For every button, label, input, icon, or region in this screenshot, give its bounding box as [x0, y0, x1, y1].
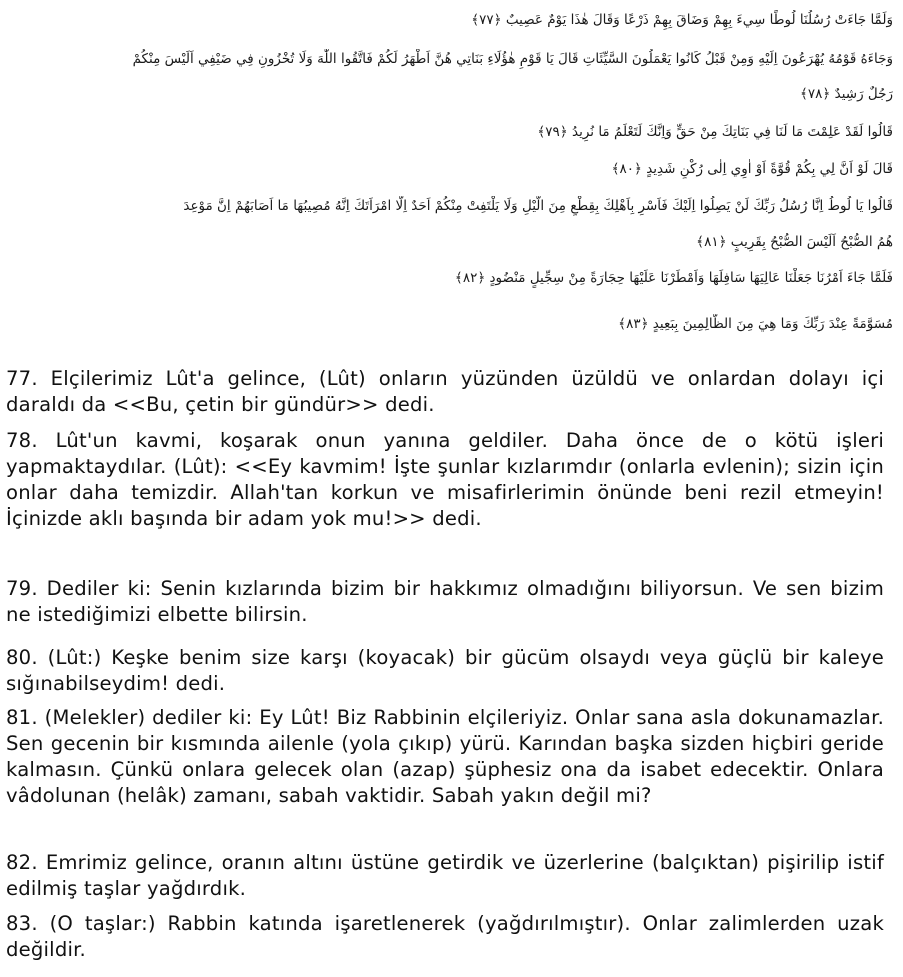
- arabic-line: وَجَاءَهُ قَوْمُهُ يُهْرَعُونَ اِلَيْهِ وَمِنْ قَبْلُ كَانُوا يَعْمَلُونَ السَّيِّئَاتِ قَالَ يَا قَوْمِ هٰؤُلَاءِ بَنَاتِي هُنَّ اَطْهَرُ لَكُمْ فَاتَّقُوا اللّٰهَ وَلَا تُخْزُونِ فِي ضَيْفِي اَلَيْسَ مِنْكُمْ: [132, 51, 893, 67]
- translation-text: 78. Lût'un kavmi, koşarak onun yanına geldiler. Daha önce de o kötü işleri yapmaktaydılar. (Lût): <<Ey kavmim! İşte şunlar kızlarımdır (onlarla evlenin); sizin için onlar daha temizdir. Allah'tan korkun ve misafirlerimin önünde beni rezil etmeyin! İçinizde aklı başında bir adam yok mu!>> dedi.: [6, 429, 884, 530]
- arabic-line: فَلَمَّا جَاءَ اَمْرُنَا جَعَلْنَا عَالِيَهَا سَافِلَهَا وَاَمْطَرْنَا عَلَيْهَا حِجَارَةً مِنْ سِجِّيلٍ مَنْضُودٍ ﴿٨٢﴾: [454, 270, 893, 286]
- translation-verse-81: [6, 705, 884, 809]
- translation-text: 80. (Lût:) Keşke benim size karşı (koyacak) bir gücüm olsaydı veya güçlü bir kaleye sığınabilseydim! dedi.: [6, 646, 884, 695]
- translation-verse-82: [6, 850, 884, 902]
- translation-text: 83. (O taşlar:) Rabbin katında işaretlenerek (yağdırılmıştır). Onlar zalimlerden uzak değildir.: [6, 912, 884, 961]
- arabic-line: هُمُ الصُّبْحُ اَلَيْسَ الصُّبْحُ بِقَرِيبٍ ﴿٨١﴾: [696, 234, 893, 250]
- arabic-line: قَالُوا يَا لُوطُ اِنَّا رُسُلُ رَبِّكَ لَنْ يَصِلُوا اِلَيْكَ فَاَسْرِ بِاَهْلِكَ بِقِطْعٍ مِنَ الَّيْلِ وَلَا يَلْتَفِتْ مِنْكُمْ اَحَدٌ اِلَّا امْرَاَتَكَ اِنَّهُ مُصِيبُهَا مَا اَصَابَهُمْ اِنَّ مَوْعِدَ: [183, 198, 893, 214]
- translation-text: 82. Emrimiz gelince, oranın altını üstüne getirdik ve üzerlerine (balçıktan) pişirilip istif edilmiş taşlar yağdırdık.: [6, 851, 884, 900]
- translation-verse-83: [6, 911, 884, 963]
- translation-text: 79. Dediler ki: Senin kızlarında bizim bir hakkımız olmadığını biliyorsun. Ve sen bizim ne istediğimizi elbette bilirsin.: [6, 577, 884, 626]
- translation-verse-77: [6, 366, 884, 418]
- translation-text: 77. Elçilerimiz Lût'a gelince, (Lût) onların yüzünden üzüldü ve onlardan dolayı içi daraldı da <<Bu, çetin bir gündür>> dedi.: [6, 367, 884, 416]
- arabic-line: مُسَوَّمَةً عِنْدَ رَبِّكَ وَمَا هِيَ مِنَ الظَّالِمِينَ بِبَعِيدٍ ﴿٨٣﴾: [618, 316, 893, 332]
- arabic-verses-block: [0, 0, 903, 350]
- translation-verse-80: [6, 645, 884, 697]
- translation-verse-78: [6, 428, 884, 532]
- arabic-line: وَلَمَّا جَاءَتْ رُسُلُنَا لُوطًا سِيءَ بِهِمْ وَضَاقَ بِهِمْ ذَرْعًا وَقَالَ هٰذَا يَوْمٌ عَصِيبٌ ﴿٧٧﴾: [471, 12, 893, 28]
- translation-text: 81. (Melekler) dediler ki: Ey Lût! Biz Rabbinin elçileriyiz. Onlar sana asla dokunamazlar. Sen gecenin bir kısmında ailenle (yola çıkıp) yürü. Karından başka sizden hiçbiri geride kalmasın. Çünkü onlara gelecek olan (azap) şüphesiz ona da isabet edecektir. Onlara vâdolunan (helâk) zamanı, sabah vaktidir. Sabah yakın değil mi?: [6, 706, 884, 807]
- arabic-line: رَجُلٌ رَشِيدٌ ﴿٧٨﴾: [799, 86, 893, 102]
- arabic-line: قَالَ لَوْ اَنَّ لِي بِكُمْ قُوَّةً اَوْ اٰوِي اِلٰى رُكْنٍ شَدِيدٍ ﴿٨٠﴾: [611, 161, 893, 177]
- translation-verse-79: [6, 576, 884, 628]
- arabic-line: قَالُوا لَقَدْ عَلِمْتَ مَا لَنَا فِي بَنَاتِكَ مِنْ حَقٍّ وَاِنَّكَ لَتَعْلَمُ مَا نُرِيدُ ﴿٧٩﴾: [537, 124, 893, 140]
